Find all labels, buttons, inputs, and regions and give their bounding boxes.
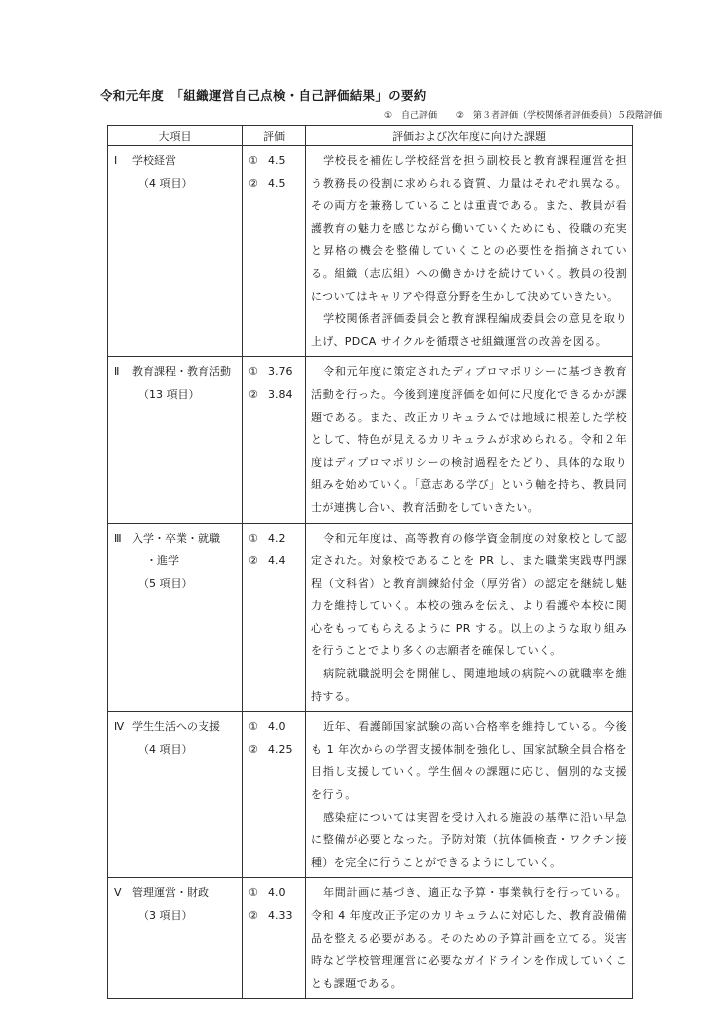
self-score-value: 3.76 xyxy=(268,365,293,379)
category-item-count: （3 項目） xyxy=(138,909,193,922)
comment-paragraph: 年間計画に基づき、適正な予算・事業執行を行っている。令和 4 年度改正予定のカリキュラムに対応した、教育設備備品を整える必要がある。そのための予算計画を立てる。災害時など学校管理運営に必要なガイドラインを作成していくことも課題である。 xyxy=(311,886,627,990)
third-party-score-mark: ② xyxy=(248,387,258,401)
comment-paragraph: 令和元年度は、高等教育の修学資金制度の対象校として認定された。対象校であることを PR し、また職業実践専門課程（文科省）と教育訓練給付金（厚労省）の認定を継続し魅力を維持していく。本校の強みを伝え、より看護や本校に関心をもってもらえるように PR する。以上のような取り組みを行うことでより多くの志願者を確保していく。 xyxy=(311,531,627,658)
table-row xyxy=(108,878,633,999)
category-item-count: （4 項目） xyxy=(138,742,193,756)
score-cell xyxy=(243,357,306,523)
category-number: Ⅰ xyxy=(114,154,118,167)
score-cell xyxy=(243,146,306,357)
category-cell xyxy=(108,878,243,999)
category-cell xyxy=(108,146,243,357)
category-name: 入学・卒業・就職 xyxy=(132,531,220,545)
third-party-score-value: 4.4 xyxy=(268,554,286,568)
category-number: Ⅲ xyxy=(114,531,122,545)
comment-cell xyxy=(306,357,633,523)
comment-paragraph: 近年、看護師国家試験の高い合格率を維持している。今後も 1 年次からの学習支援体制を強化し、国家試験全員合格を目指し支援していく。学生個々の課題に応じ、個別的な支援を行う。 xyxy=(311,720,627,802)
comment-cell xyxy=(306,146,633,357)
category-name: 教育課程・教育活動 xyxy=(132,365,231,379)
comment-paragraph: 学校関係者評価委員会と教育課程編成委員会の意見を取り上げ、PDCA サイクルを循環させ組織運営の改善を図る。 xyxy=(311,312,627,348)
self-score-value: 4.2 xyxy=(268,531,286,545)
self-score-mark: ① xyxy=(248,886,258,900)
category-item-count: （5 項目） xyxy=(138,576,193,590)
table-header-row xyxy=(108,126,633,146)
comment-paragraph: 令和元年度に策定されたディプロマポリシーに基づき教育活動を行った。今後到達度評価を如何に尺度化できるかが課題である。また、改正カリキュラムでは地域に根差した学校として、特色が見えるカリキュラムが求められる。令和２年度はディプロマポリシーの検討過程をたどり、具体的な取り組みを始めていく。「意志ある学び」という軸を持ち、教員同士が連携し合い、教育活動をしていきたい。 xyxy=(311,365,627,514)
self-score-mark: ① xyxy=(248,365,258,379)
page-title: 令和元年度 「組織運営自己点検・自己評価結果」の要約 xyxy=(100,88,427,103)
header-comment: 評価および次年度に向けた課題 xyxy=(306,126,633,146)
third-party-score-value: 4.25 xyxy=(268,742,293,756)
comment-paragraph: 感染症については実習を受け入れる施設の基準に沿い早急に整備が必要となった。予防対策（抗体価検査・ワクチン接種）を完全に行うことができるようにしていく。 xyxy=(311,810,627,869)
score-cell xyxy=(243,523,306,712)
self-score-value: 4.0 xyxy=(268,720,286,734)
self-score-mark: ① xyxy=(248,720,258,734)
table-row xyxy=(108,146,633,357)
category-item-count: （4 項目） xyxy=(138,176,193,190)
category-cell xyxy=(108,712,243,878)
third-party-score-value: 3.84 xyxy=(268,387,293,401)
score-cell xyxy=(243,712,306,878)
comment-paragraph: 学校長を補佐し学校経営を担う副校長と教育課程運営を担う教務長の役割に求められる資質、力量はそれぞれ異なる。その両方を兼務していることは重責である。また、教員が看護教育の魅力を感じながら働いていくためにも、役職の充実と昇格の機会を整備していくことの必要性を指摘されている。組織（志広組）への働きかけを続けていく。教員の役割についてはキャリアや得意分野を生かして決めていきたい。 xyxy=(311,154,627,303)
header-category: 大項目 xyxy=(108,126,243,146)
comment-cell xyxy=(306,712,633,878)
third-party-score-mark: ② xyxy=(248,554,258,568)
category-item-count: （13 項目） xyxy=(138,387,200,401)
third-party-score-mark: ② xyxy=(248,742,258,756)
category-name: 管理運営・財政 xyxy=(132,886,209,900)
self-score-mark: ① xyxy=(248,154,258,167)
self-score-value: 4.5 xyxy=(268,154,286,167)
third-party-score-mark: ② xyxy=(248,176,258,190)
category-cell xyxy=(108,523,243,712)
third-party-score-mark: ② xyxy=(248,909,258,922)
rating-legend xyxy=(368,108,662,121)
table-row xyxy=(108,523,633,712)
header-score: 評価 xyxy=(243,126,306,146)
category-number: Ⅱ xyxy=(114,365,120,379)
category-name: 学校経営 xyxy=(132,154,176,167)
third-party-score-value: 4.33 xyxy=(268,909,293,922)
category-name-continued: ・進学 xyxy=(146,554,179,568)
third-party-score-value: 4.5 xyxy=(268,176,286,190)
category-name: 学生生活への支援 xyxy=(132,720,220,734)
score-cell xyxy=(243,878,306,999)
legend-self-evaluation: ① 自己評価 xyxy=(383,111,438,121)
category-number: Ⅳ xyxy=(114,720,125,734)
category-number: Ⅴ xyxy=(114,886,122,900)
category-cell xyxy=(108,357,243,523)
evaluation-summary-table xyxy=(107,125,633,999)
self-score-value: 4.0 xyxy=(268,886,286,900)
legend-third-party-evaluation: ② 第３者評価（学校関係者評価委員）５段階評価 xyxy=(455,111,662,121)
table-row xyxy=(108,712,633,878)
comment-cell xyxy=(306,878,633,999)
comment-paragraph: 病院就職説明会を開催し、関連地域の病院への就職率を維持する。 xyxy=(311,667,627,703)
comment-cell xyxy=(306,523,633,712)
table-row xyxy=(108,357,633,523)
self-score-mark: ① xyxy=(248,531,258,545)
